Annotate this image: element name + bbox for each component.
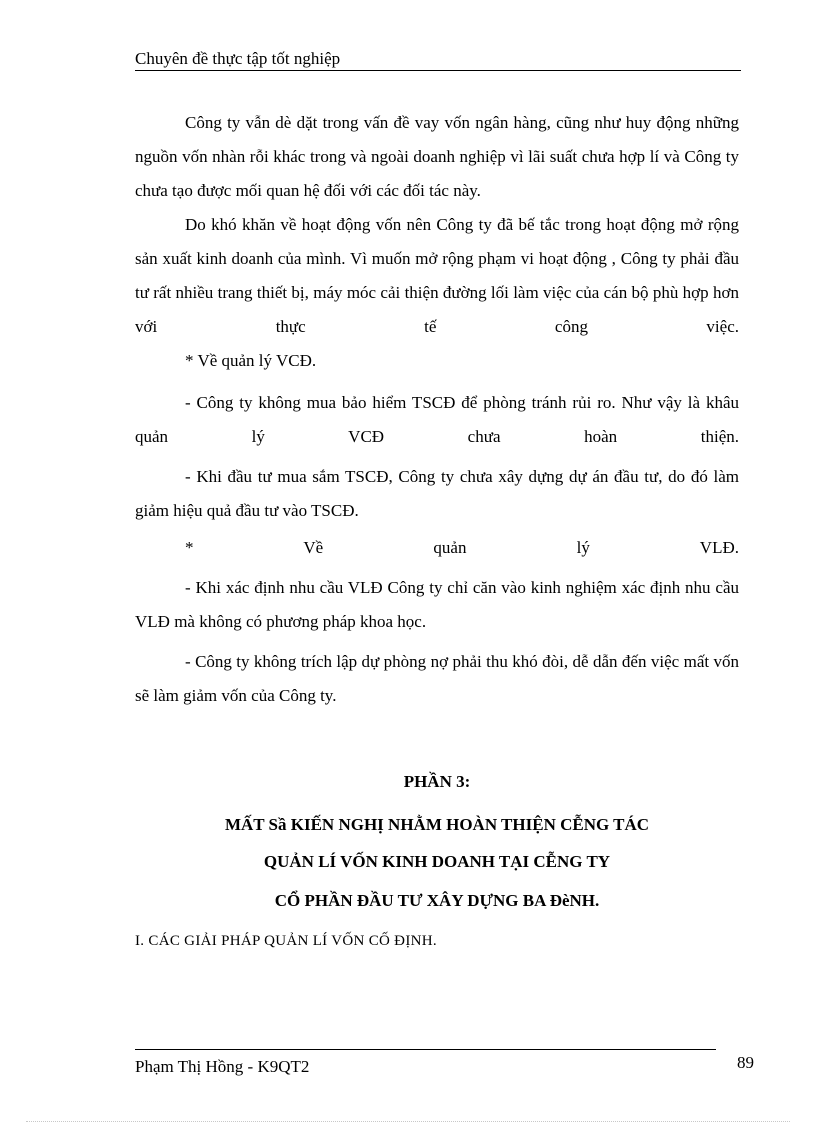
paragraph-5: - Khi đầu tư mua sắm TSCĐ, Công ty chưa xây dựng dự án đầu tư, do đó làm giảm hiệu quả đầu tư vào TSCĐ.: [135, 467, 739, 520]
part-heading: PHẦN 3:: [403, 772, 471, 791]
paragraph-4: - Công ty không mua bảo hiểm TSCĐ để phòng tránh rủi ro. Như vậy là khâu quản lý VCĐ chưa hoàn thiện.: [135, 393, 739, 446]
section-title-line-2: QUẢN LÍ VỐN KINH DOANH TẠI CỄNG TY: [263, 852, 611, 871]
footer-divider: [135, 1049, 716, 1050]
page-number: 89: [737, 1053, 754, 1072]
paragraph-1: Công ty vẫn dè dặt trong vấn đề vay vốn ngân hàng, cũng như huy động những nguồn vốn nhàn rỗi khác trong và ngoài doanh nghiệp vì lãi suất chưa hợp lí và Công ty chưa tạo được mối quan hệ đối với các đối tác này.: [135, 113, 739, 200]
paragraph-6: * Về quản lý VLĐ.: [185, 538, 739, 557]
section-title-line-3: CỔ PHẦN ĐẦU TƯ XÂY DỰNG BA ĐèNH.: [274, 891, 600, 910]
paragraph-3: * Về quản lý VCĐ.: [185, 351, 317, 370]
page-header: Chuyên đề thực tập tốt nghiệp: [135, 49, 741, 71]
paragraph-7: - Khi xác định nhu cầu VLĐ Công ty chỉ căn vào kinh nghiệm xác định nhu cầu VLĐ mà không có phương pháp khoa học.: [135, 578, 739, 631]
page-edge: [26, 1121, 790, 1122]
subsection-heading: I. CÁC GIẢI PHÁP QUẢN LÍ VỐN CỐ ĐỊNH.: [135, 933, 437, 949]
section-title-line-1: MẤT Sầ KIẾN NGHỊ NHẰM HOÀN THIỆN CỄNG TÁC: [224, 815, 650, 834]
paragraph-2: Do khó khăn về hoạt động vốn nên Công ty đã bế tắc trong hoạt động mở rộng sản xuất kinh doanh của mình. Vì muốn mở rộng phạm vi hoạt động , Công ty phải đầu tư rất nhiều trang thiết bị, máy móc cải thiện đường lối làm việc của cán bộ phù hợp hơn với thực tế công việc.: [135, 215, 739, 336]
paragraph-8: - Công ty không trích lập dự phòng nợ phải thu khó đòi, dễ dẫn đến việc mất vốn sẽ làm giảm vốn của Công ty.: [135, 652, 739, 705]
footer-author: Phạm Thị Hồng - K9QT2: [135, 1057, 310, 1076]
